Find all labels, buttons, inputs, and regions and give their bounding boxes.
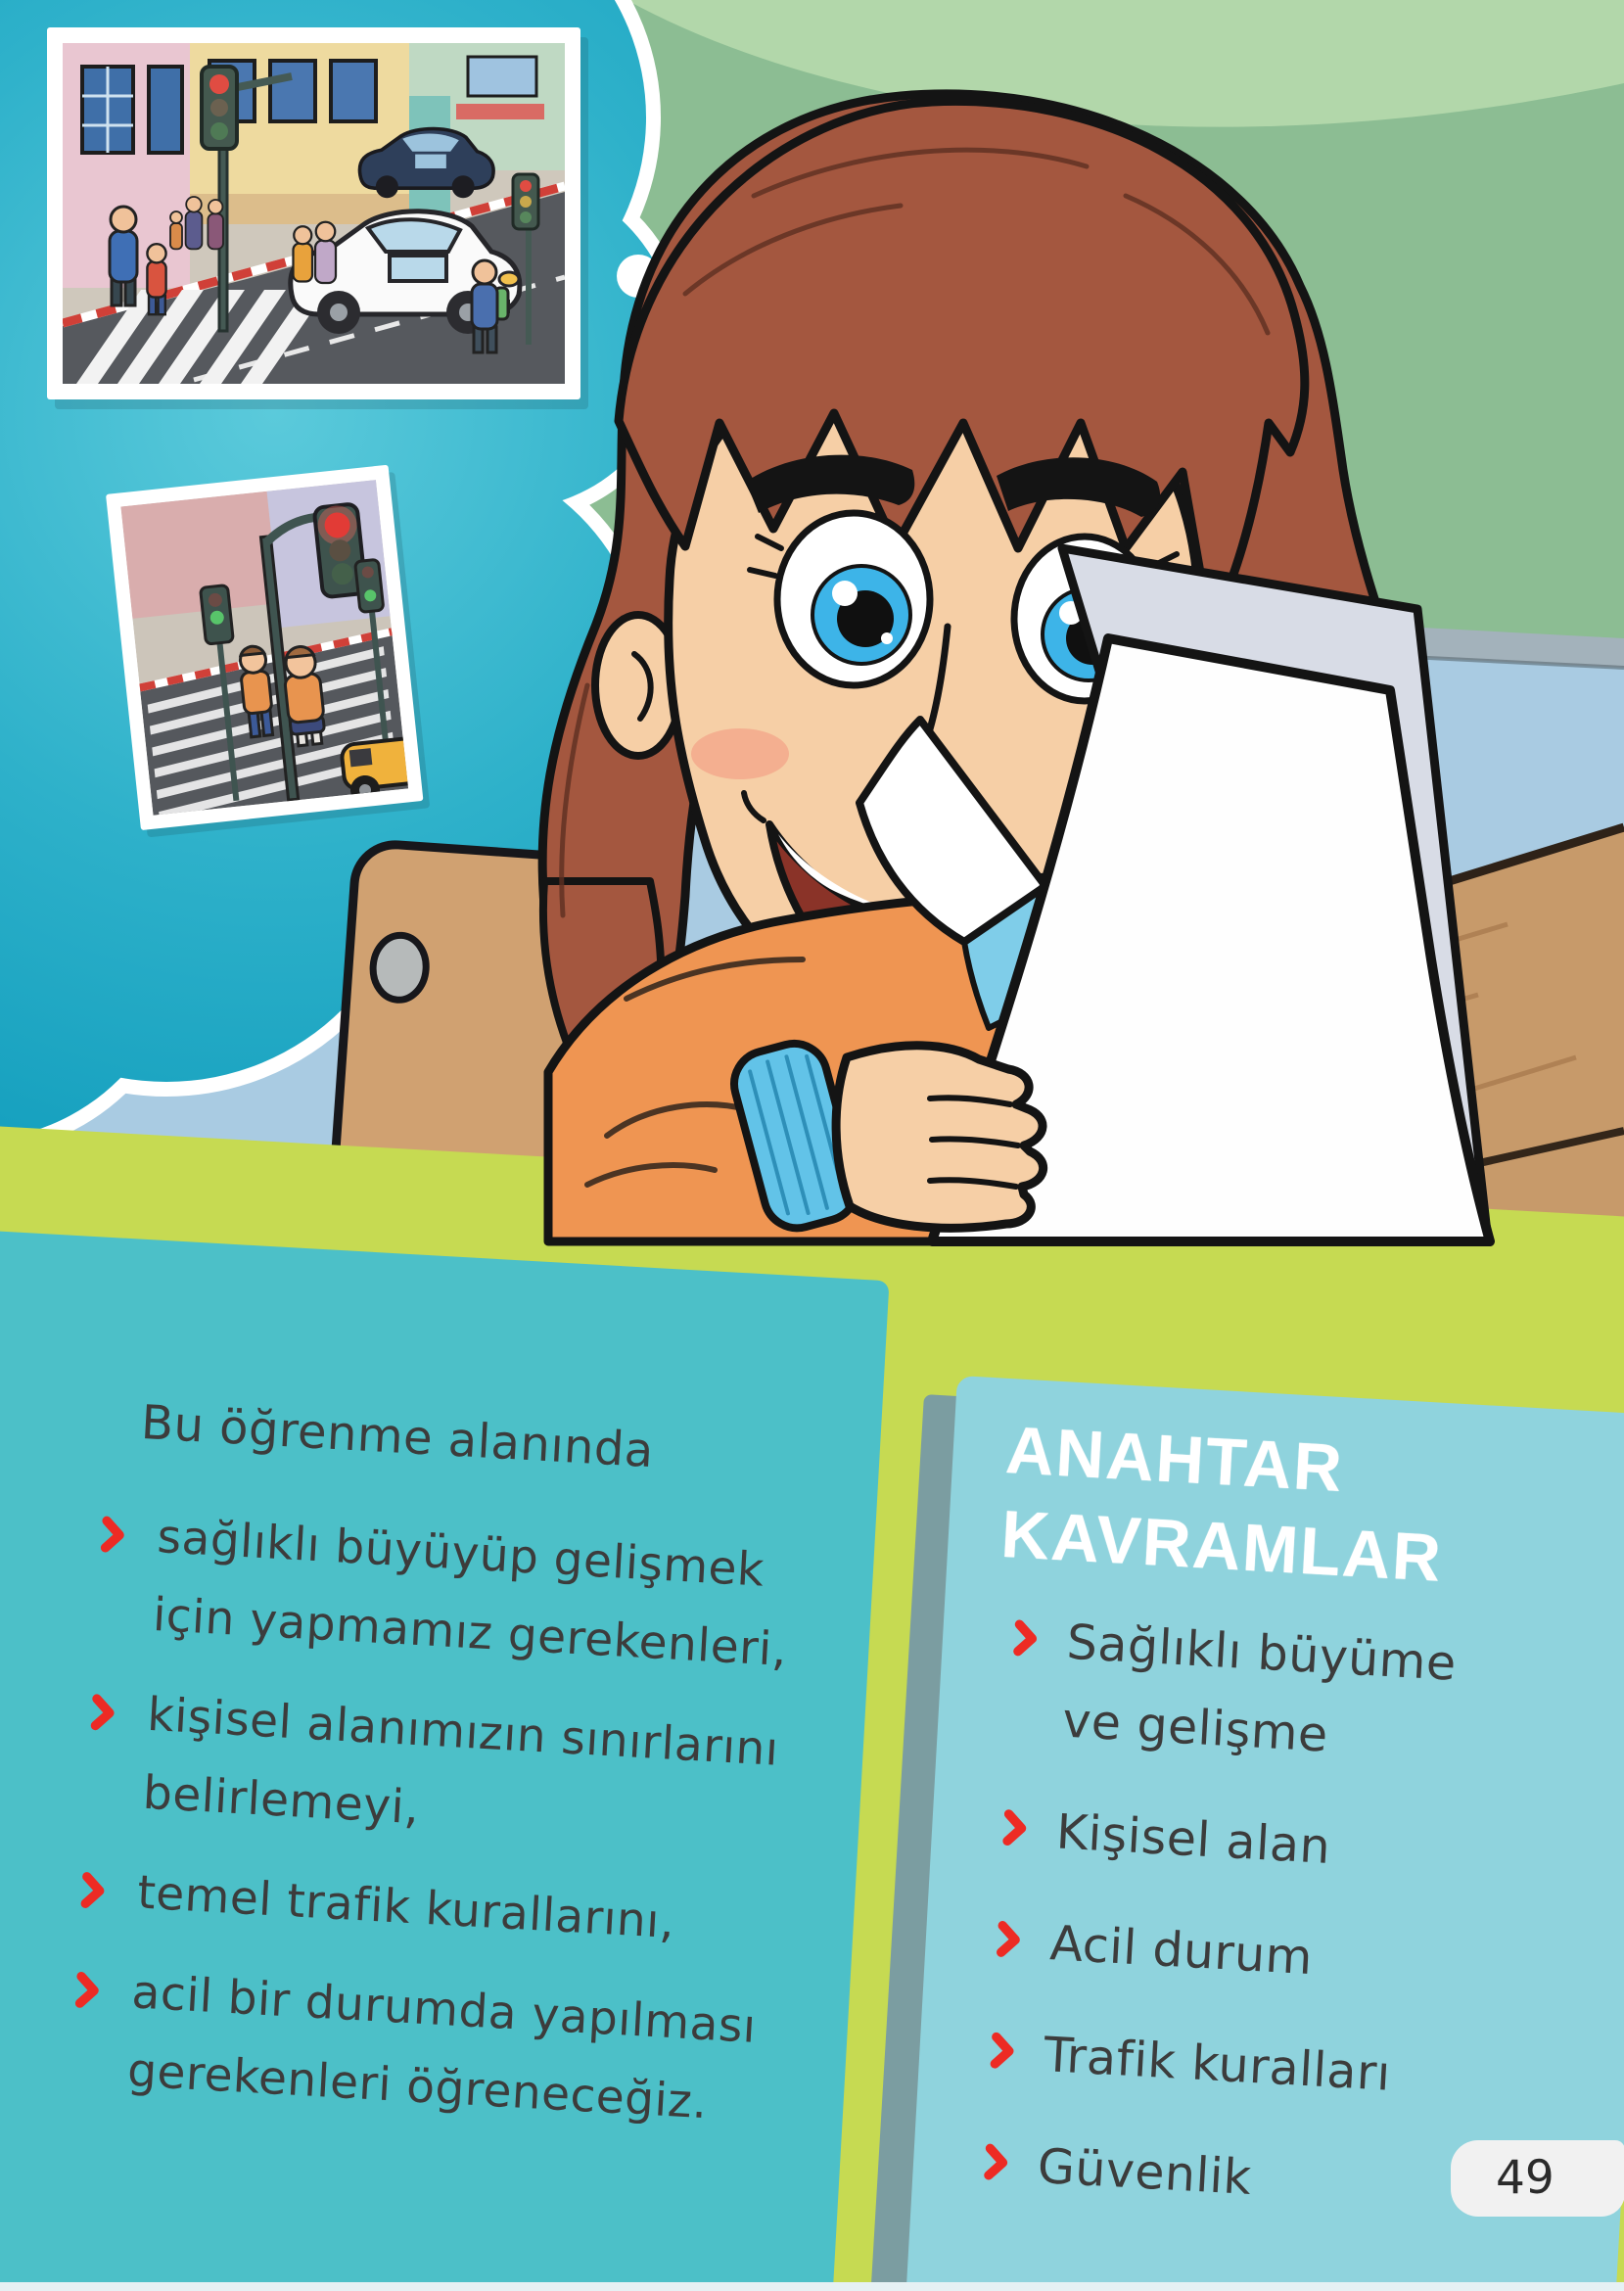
bullet-chevron-icon (994, 1919, 1025, 1960)
key-concept-item: Kişisel alan (1054, 1793, 1613, 1902)
key-concept-item: Trafik kuralları (1042, 2016, 1601, 2126)
learning-area-panel (0, 1230, 890, 2291)
key-concept-item: Sağlıklı büyüme ve gelişme (1060, 1604, 1623, 1791)
bullet-chevron-icon (999, 1807, 1031, 1848)
bullet-chevron-icon (88, 1692, 119, 1733)
page-number: 49 (1496, 2151, 1554, 2205)
learning-area-intro: Bu öğrenme alanında (139, 1394, 656, 1479)
bullet-chevron-icon (77, 1870, 109, 1911)
page-bottom-strip (0, 2282, 1624, 2291)
learning-bullet: temel trafik kurallarını, (135, 1854, 825, 1971)
key-concept-item: Güvenlik (1036, 2127, 1595, 2237)
learning-bullet: kişisel alanımızın sınırlarını belirlemeyi, (141, 1676, 836, 1871)
key-concepts-title: ANAHTAR KAVRAMLAR (998, 1412, 1445, 1596)
thought-photo-crosswalk-kids (106, 464, 430, 838)
learning-bullet: sağlıklı büyüyüp gelişmek için yapmamız gerekenleri, (151, 1498, 846, 1693)
page-number-badge (1451, 2140, 1624, 2217)
bullet-chevron-icon (987, 2031, 1018, 2072)
thought-photo-street-scene (47, 27, 588, 409)
bullet-chevron-icon (1010, 1618, 1042, 1660)
bullet-chevron-icon (72, 1970, 104, 2011)
key-concept-item: Acil durum (1048, 1904, 1607, 2014)
bullet-chevron-icon (981, 2142, 1012, 2183)
bullet-chevron-icon (98, 1515, 129, 1556)
girl-hand (836, 1046, 1044, 1228)
learning-bullet: acil bir durumda yapılması gerekenleri öğreneceğiz. (125, 1953, 820, 2148)
